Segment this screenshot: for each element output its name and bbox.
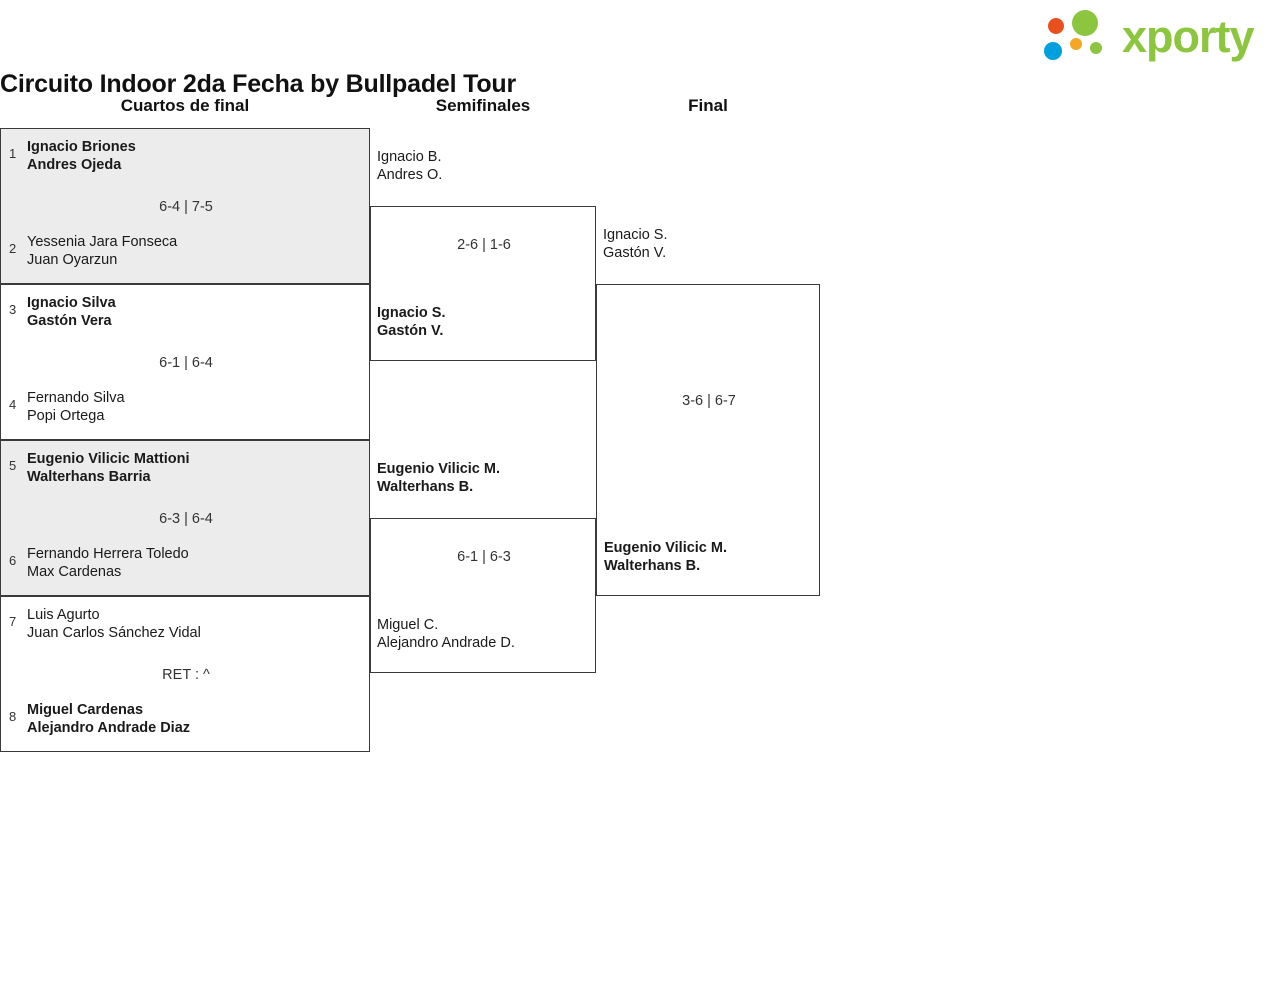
- team-player-1: Eugenio Vilicic Mattioni: [27, 451, 190, 467]
- team-player-2: Alejandro Andrade D.: [377, 635, 515, 651]
- tournament-title: Circuito Indoor 2da Fecha by Bullpadel Tour: [0, 70, 516, 98]
- team-player-2: Walterhans B.: [604, 558, 701, 574]
- team-player-1: Ignacio S.: [603, 227, 668, 243]
- match-score: 2-6 | 1-6: [457, 237, 511, 253]
- logo-dot-blue: [1044, 42, 1062, 60]
- round-title-final: Final: [688, 96, 728, 115]
- seed-number: 3: [9, 302, 17, 317]
- team-player-1: Ignacio Briones: [27, 139, 136, 155]
- match-semifinal-1[interactable]: [370, 128, 596, 440]
- team-player-2: Max Cardenas: [27, 564, 122, 580]
- seed-number: 6: [9, 553, 17, 568]
- logo-dot-yellow: [1070, 38, 1082, 50]
- logo-dot-green-small: [1090, 42, 1102, 54]
- seed-number: 4: [9, 397, 17, 412]
- team-player-1: Miguel C.: [377, 617, 439, 633]
- logo-wordmark: xporty: [1122, 11, 1254, 62]
- seed-number: 1: [9, 146, 17, 161]
- team-player-1: Yessenia Jara Fonseca: [27, 234, 178, 250]
- seed-number: 2: [9, 241, 17, 256]
- logo-dot-green-large: [1072, 10, 1098, 36]
- team-player-2: Juan Carlos Sánchez Vidal: [27, 625, 201, 641]
- match-quarterfinal-4[interactable]: [0, 596, 370, 752]
- seed-number: 7: [9, 614, 17, 629]
- team-player-2: Walterhans B.: [377, 479, 474, 495]
- team-player-1: Eugenio Vilicic M.: [377, 461, 501, 477]
- team-player-2: Juan Oyarzun: [27, 252, 118, 268]
- team-player-1: Fernando Herrera Toledo: [27, 546, 189, 562]
- match-final[interactable]: [596, 206, 820, 596]
- match-quarterfinal-3[interactable]: [0, 440, 370, 596]
- match-score: 3-6 | 6-7: [682, 393, 736, 409]
- match-quarterfinal-1[interactable]: [0, 128, 370, 284]
- page-header: [0, 0, 1280, 98]
- match-quarterfinal-2[interactable]: [0, 284, 370, 440]
- match-score: 6-1 | 6-4: [159, 355, 213, 371]
- seed-number: 8: [9, 709, 17, 724]
- match-score: 6-3 | 6-4: [159, 511, 213, 527]
- team-player-2: Walterhans Barria: [27, 469, 151, 485]
- match-score: RET : ^: [162, 667, 210, 683]
- team-player-2: Andres Ojeda: [27, 157, 122, 173]
- match-score: 6-4 | 7-5: [159, 199, 213, 215]
- round-title-semifinals: Semifinales: [435, 96, 531, 115]
- team-player-2: Andres O.: [377, 167, 443, 183]
- team-player-1: Miguel Cardenas: [27, 702, 144, 718]
- team-player-1: Luis Agurto: [27, 607, 100, 623]
- match-score: 6-1 | 6-3: [457, 549, 511, 565]
- team-player-2: Popi Ortega: [27, 408, 105, 424]
- team-player-1: Ignacio S.: [377, 305, 446, 321]
- match-semifinal-2[interactable]: [370, 440, 596, 752]
- team-player-1: Ignacio B.: [377, 149, 442, 165]
- logo-dot-orange: [1048, 18, 1064, 34]
- final-connector: [596, 284, 820, 596]
- team-player-1: Eugenio Vilicic M.: [604, 540, 728, 556]
- xporty-logo[interactable]: [1044, 8, 1274, 66]
- team-player-2: Gastón V.: [377, 323, 444, 339]
- team-player-2: Gastón V.: [603, 245, 667, 261]
- seed-number: 5: [9, 458, 17, 473]
- team-player-2: Gastón Vera: [27, 313, 112, 329]
- team-player-1: Ignacio Silva: [27, 295, 116, 311]
- round-title-quarterfinals: Cuartos de final: [120, 96, 250, 115]
- team-player-2: Alejandro Andrade Diaz: [27, 720, 191, 736]
- team-player-1: Fernando Silva: [27, 390, 125, 406]
